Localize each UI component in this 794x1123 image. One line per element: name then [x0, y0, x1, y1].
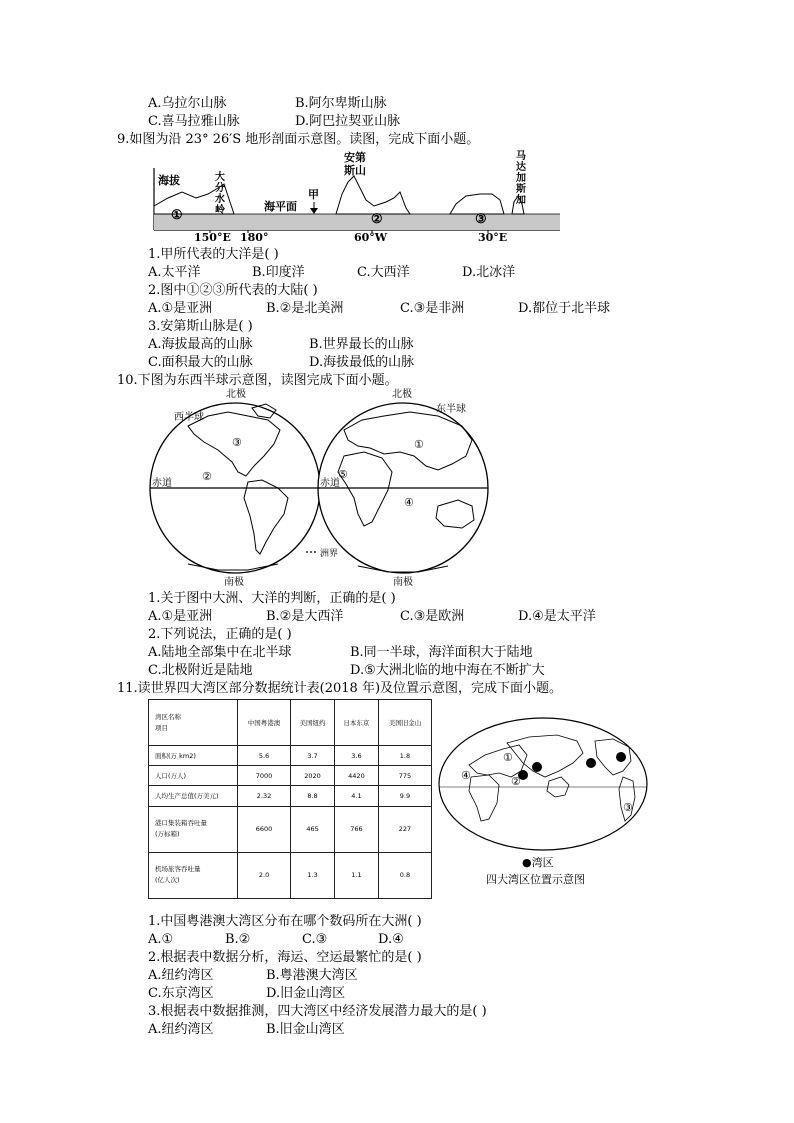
q11-sub2: 2.根据表中数据分析，海运、空运最繁忙的是( )	[148, 950, 422, 965]
marker-5: ⑤	[338, 468, 348, 481]
row-label: 人口(万人)	[149, 766, 238, 786]
q10-sub1-c: C.③是欧洲	[400, 609, 465, 624]
table-row	[149, 766, 432, 786]
label-continent-2: ②	[371, 212, 383, 227]
q11-sub1: 1.中国粤港澳大湾区分布在哪个数码所在大洲( )	[148, 914, 422, 929]
table-cell: 6600	[238, 806, 291, 852]
q9-sub3: 3.安第斯山脉是( )	[148, 319, 253, 334]
western-hemisphere-label: 西半球	[174, 412, 204, 423]
q10-sub1-b: B.②是大西洋	[266, 609, 344, 624]
table-cell: 2020	[291, 766, 335, 786]
table-cell: 1.3	[291, 852, 335, 898]
table-row	[149, 746, 432, 766]
q9-sub2-d: D.都位于北半球	[518, 301, 611, 316]
q9-sub1-a: A.太平洋	[148, 265, 201, 280]
q11-sub2-c: C.东京湾区	[148, 986, 214, 1001]
q11-sub1-a: A.①	[148, 932, 174, 947]
q9-sub3-c: C.面积最大的山脉	[148, 355, 253, 370]
q10-sub2-c: C.北极附近是陆地	[148, 663, 253, 678]
table-cell: 0.8	[378, 852, 431, 898]
q8-option-a: A.乌拉尔山脉	[148, 96, 227, 111]
q11-sub3-a: A.纽约湾区	[148, 1022, 214, 1037]
table-cell: 1.8	[378, 746, 431, 766]
equator-label-west: 赤道	[152, 478, 172, 489]
table-header: 美国旧金山	[378, 700, 431, 746]
q10-sub1-a: A.①是亚洲	[148, 609, 213, 624]
lon-150e: 150°E	[194, 231, 231, 244]
q11-sub2-d: D.旧金山湾区	[266, 986, 346, 1001]
q9-sub2: 2.图中①②③所代表的大陆( )	[148, 283, 318, 298]
table-cell: 766	[334, 806, 378, 852]
table-cell: 2.0	[238, 852, 291, 898]
label-continent-3: ③	[475, 212, 487, 227]
map-marker-2: ②	[511, 775, 521, 788]
q9-sub1: 1.甲所代表的大洋是( )	[148, 247, 279, 262]
table-cell: 2.32	[238, 786, 291, 806]
row-label: 机场旅客吞吐量	[155, 865, 201, 874]
table-row	[149, 852, 432, 898]
table-cell: 9.9	[378, 786, 431, 806]
q10-sub2-a: A.陆地全部集中在北半球	[148, 645, 292, 660]
table-cell: 775	[378, 766, 431, 786]
table-header: 日本东京	[334, 700, 378, 746]
q9-sub1-c: C.大西洋	[357, 265, 410, 280]
map-marker-1: ①	[503, 751, 513, 764]
south-pole-label-west: 南极	[224, 577, 244, 588]
map-caption: 四大湾区位置示意图	[486, 873, 585, 886]
table-corner-bottom: 项目	[155, 723, 168, 732]
table-cell: 3.6	[334, 746, 378, 766]
q9-stem: 9.如图为沿 23° 26′S 地形剖面示意图。读图，完成下面小题。	[117, 132, 480, 147]
q9-sub3-d: D.海拔最低的山脉	[309, 355, 415, 370]
q10-sub2-b: B.同一半球，海洋面积大于陆地	[350, 645, 533, 660]
table-cell: 1.1	[334, 852, 378, 898]
table-cell: 3.7	[291, 746, 335, 766]
table-row	[149, 806, 432, 852]
q8-option-c: C.喜马拉雅山脉	[148, 114, 240, 129]
bay-area-stats-table	[148, 699, 432, 899]
marker-1: ①	[414, 438, 424, 451]
table-row	[149, 786, 432, 806]
label-continent-1: ①	[171, 208, 183, 223]
bay-area-world-map	[437, 715, 649, 853]
q9-sub1-d: D.北冰洋	[462, 265, 516, 280]
q9-sub2-b: B.②是北美洲	[266, 301, 344, 316]
q9-sub3-b: B.世界最长的山脉	[309, 337, 414, 352]
south-pole-label-east: 南极	[393, 577, 413, 588]
q11-sub1-d: D.④	[378, 932, 404, 947]
table-cell: 227	[378, 806, 431, 852]
lon-60w: 60°W	[354, 231, 388, 244]
north-pole-label-west: 北极	[226, 389, 246, 400]
q9-sub1-b: B.印度洋	[252, 265, 305, 280]
y-axis-label: 海拔	[158, 174, 180, 187]
q10-sub1: 1.关于图中大洲、大洋的判断，正确的是( )	[148, 591, 396, 606]
q11-sub2-b: B.粤港澳大湾区	[266, 968, 358, 983]
table-corner-top: 湾区名称	[155, 712, 181, 721]
q8-option-d: D.阿巴拉契亚山脉	[295, 114, 401, 129]
table-header: 美国纽约	[291, 700, 335, 746]
q8-option-b: B.阿尔卑斯山脉	[295, 96, 387, 111]
eastern-hemisphere-label: 东半球	[436, 404, 466, 415]
table-cell: 4.1	[334, 786, 378, 806]
q10-stem: 10.下图为东西半球示意图，读图完成下面小题。	[117, 373, 398, 388]
range3-label: 马达加斯加	[516, 151, 526, 206]
map-marker-3: ③	[623, 801, 633, 814]
row-label: 港口集装箱吞吐量	[155, 819, 207, 828]
row-label: 人均生产总值(万美元)	[149, 786, 238, 806]
q9-sub2-c: C.③是非洲	[400, 301, 465, 316]
map-legend: ●湾区	[522, 856, 554, 869]
marker-4: ④	[404, 496, 414, 509]
range2-label: 安第斯山	[344, 151, 366, 177]
row-label: 面积(万 km2)	[149, 746, 238, 766]
range1-label: 大分水岭	[215, 172, 225, 216]
map-marker-4: ④	[461, 769, 471, 782]
table-cell: 7000	[238, 766, 291, 786]
q9-sub3-a: A.海拔最高的山脉	[148, 337, 253, 352]
q10-sub2-d: D.⑤大洲北临的地中海在不断扩大	[350, 663, 545, 678]
table-cell: 8.8	[291, 786, 335, 806]
q11-sub3: 3.根据表中数据推测，四大湾区中经济发展潜力最大的是( )	[148, 1004, 487, 1019]
q10-sub2: 2.下列说法，正确的是( )	[148, 627, 292, 642]
lon-30e: 30°E	[478, 231, 508, 244]
q11-sub2-a: A.纽约湾区	[148, 968, 214, 983]
table-cell: 5.6	[238, 746, 291, 766]
table-cell: 465	[291, 806, 335, 852]
equator-label-east: 赤道	[320, 478, 340, 489]
hemispheres-diagram	[148, 386, 493, 588]
continent-boundary-label: 洲界	[320, 549, 339, 559]
q11-sub1-b: B.②	[225, 932, 251, 947]
q9-sub2-a: A.①是亚洲	[148, 301, 213, 316]
jia-label: 甲	[308, 188, 319, 201]
north-pole-label-east: 北极	[392, 389, 412, 400]
q11-sub3-b: B.旧金山湾区	[266, 1022, 345, 1037]
table-cell: 4420	[334, 766, 378, 786]
marker-2: ②	[202, 470, 212, 483]
sea-level-label: 海平面	[264, 200, 297, 213]
lon-180: 180°	[240, 231, 269, 244]
table-header: 中国粤港澳	[238, 700, 291, 746]
q11-sub1-c: C.③	[302, 932, 328, 947]
q10-sub1-d: D.④是太平洋	[518, 609, 596, 624]
q11-stem: 11.读世界四大湾区部分数据统计表(2018 年)及位置示意图，完成下面小题。	[117, 681, 563, 696]
marker-3: ③	[232, 436, 242, 449]
row-label-unit: (万标箱)	[155, 830, 180, 839]
row-label-unit: (亿人次)	[155, 876, 180, 885]
